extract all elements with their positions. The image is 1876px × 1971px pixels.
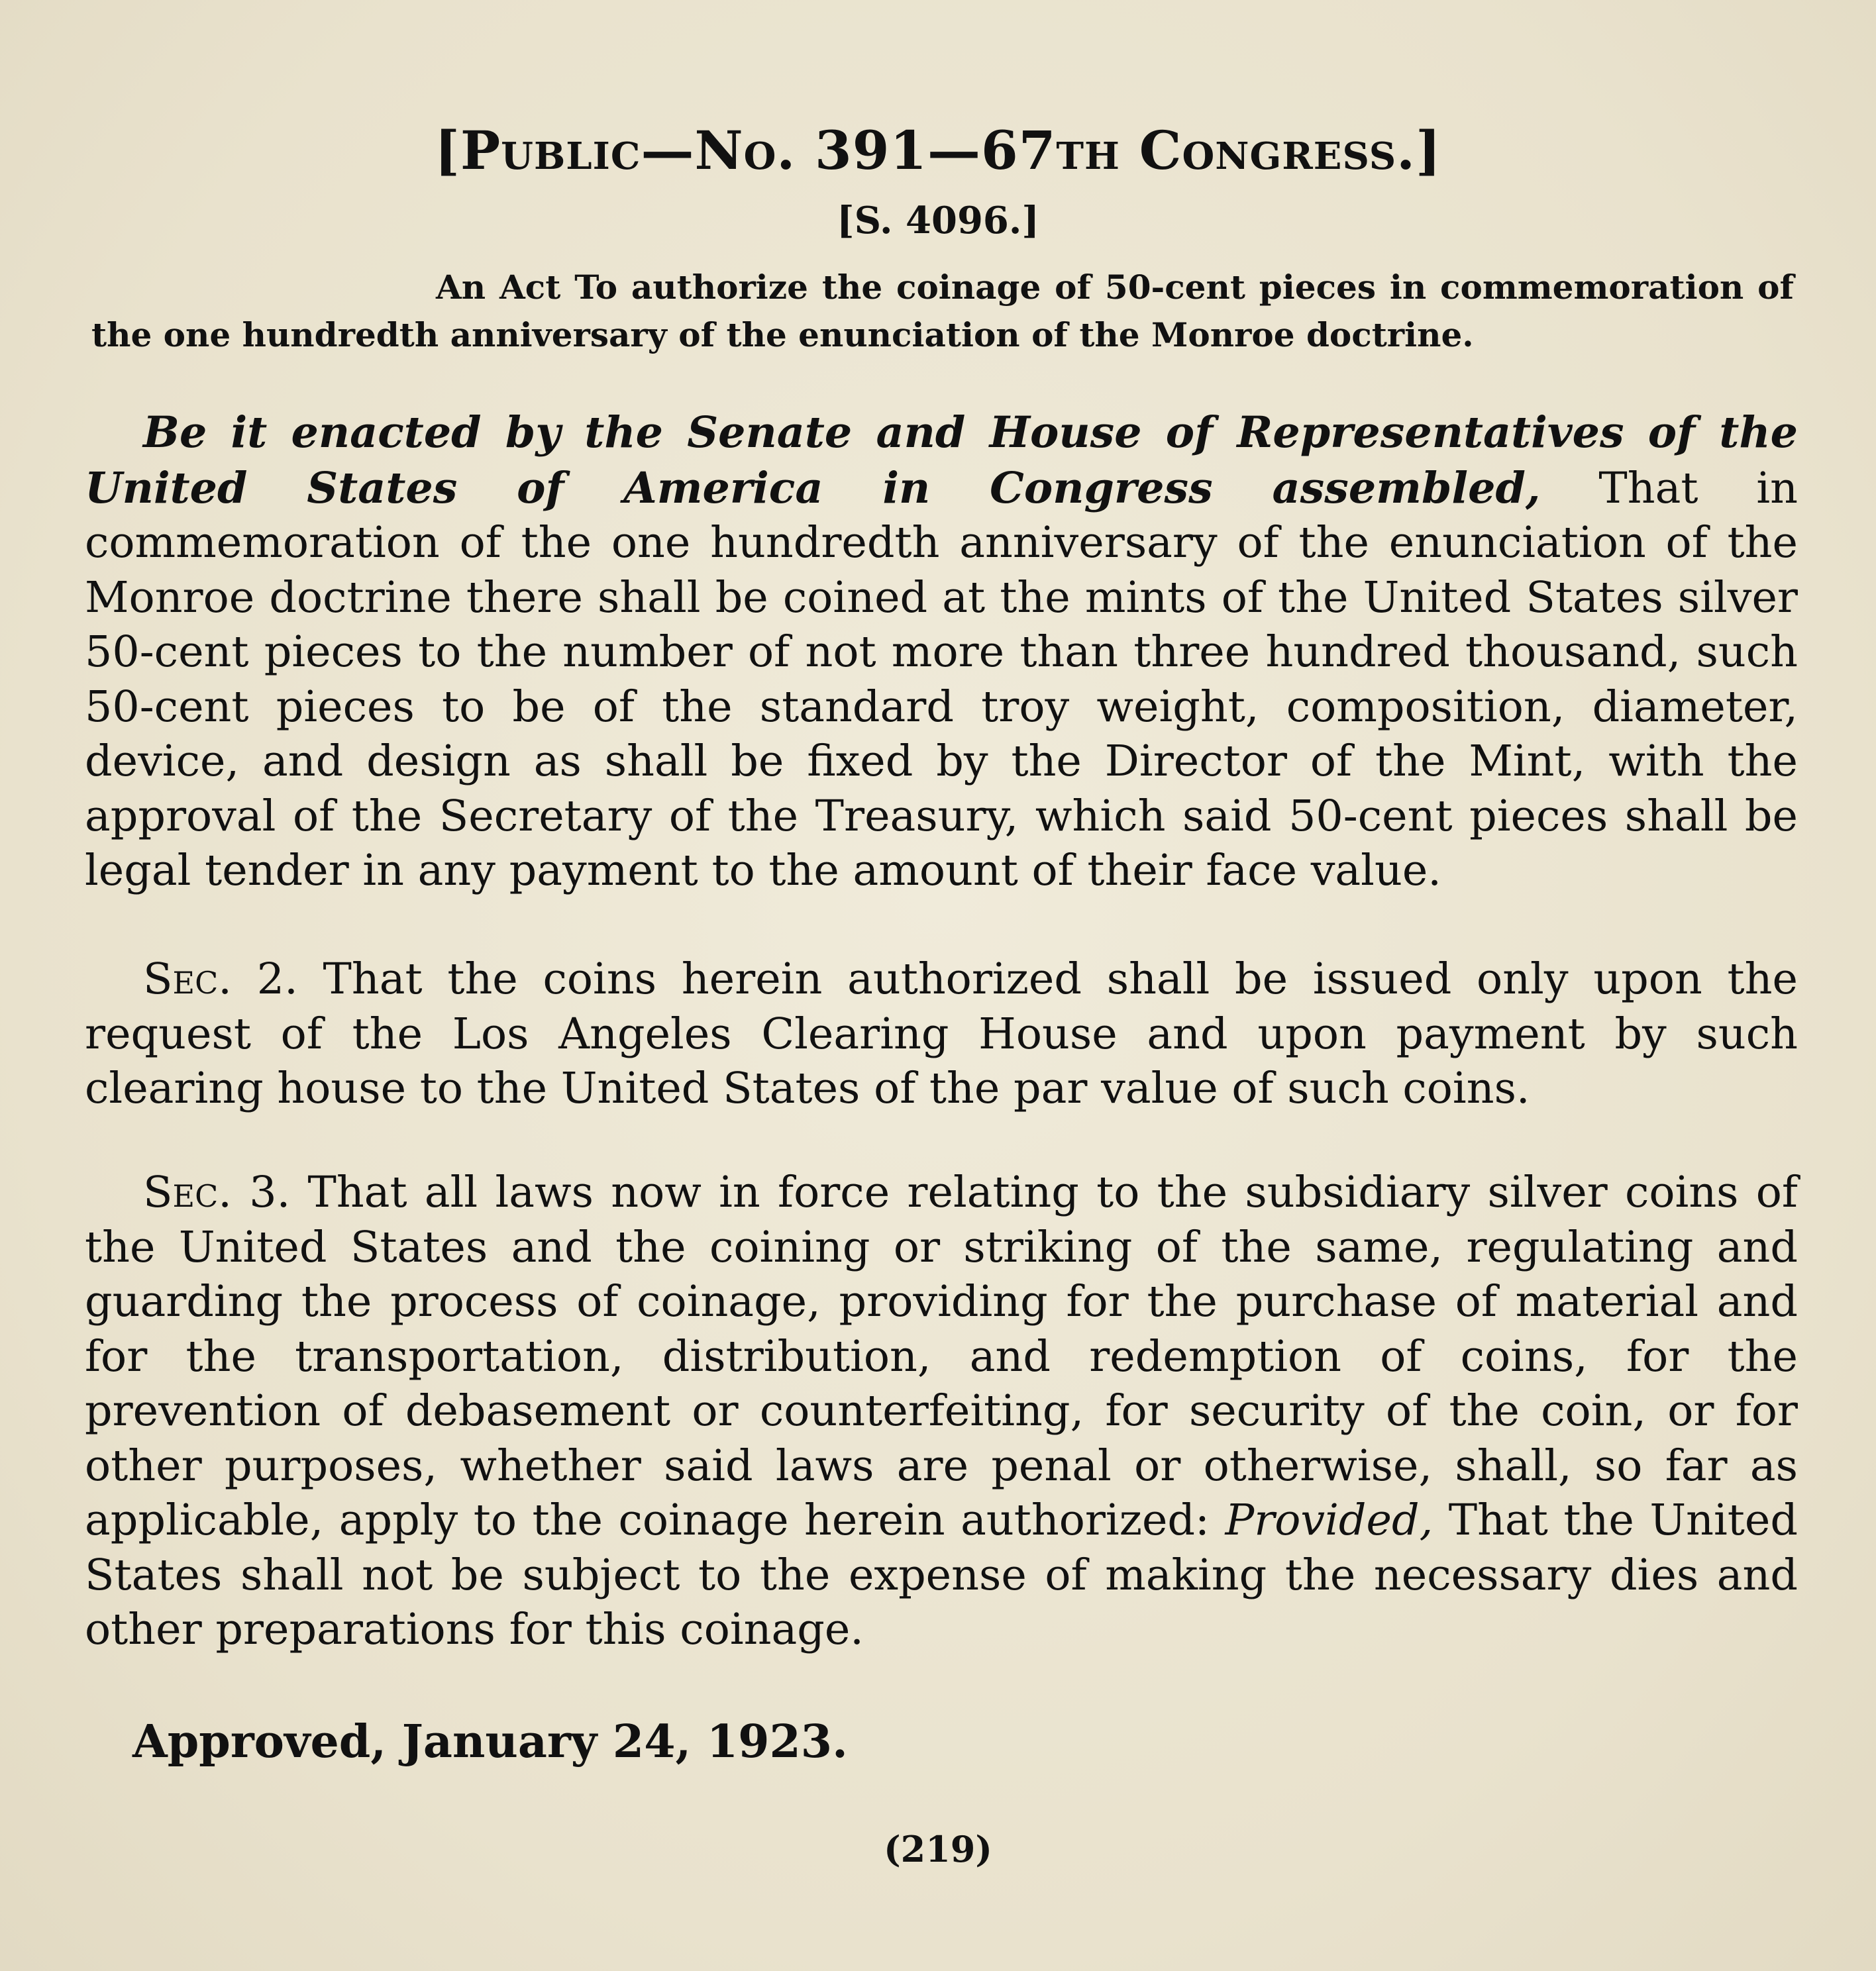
section-2-paragraph — [85, 952, 1798, 1117]
section-3-proviso-text: That the United States shall not be subject to the expense of making the necessary dies and other preparations for this coinage. — [85, 1495, 1798, 1654]
section-2-text: That the coins herein authorized shall be issued only upon the request of the Los Angeles Clearing House and upon payment by such clearing house to the United States of the par value of such coins. — [85, 954, 1798, 1113]
public-law-number: [Public—No. 391—67th Congress.] — [435, 119, 1441, 181]
page-number: (219) — [884, 1828, 992, 1870]
approval-date: Approved, January 24, 1923. — [132, 1715, 848, 1768]
section-3-paragraph — [85, 1166, 1798, 1658]
section-1-paragraph — [85, 405, 1798, 899]
enacting-clause: Be it enacted by the Senate and House of Representatives of the United States of America in Congress assembled, — [85, 407, 1798, 513]
section-3-text: That all laws now in force relating to the subsidiary silver coins of the United States and the coining or striking of the same, regulating and guarding the process of coinage, providing for the purchase of material and for the transportation, distribution, and redemption of coins, for the prevention of debasement or counterfeiting, for security of the coin, or for other purposes, whether said laws are penal or otherwise, shall, so far as applicable, apply to the coinage herein authorized: — [85, 1168, 1798, 1545]
section-3-label: Sec. 3. — [143, 1168, 291, 1217]
act-title: An Act To authorize the coinage of 50-cent pieces in commemoration of the one hundredth anniversary of the enunciation of the Monroe doctrine. — [91, 268, 1794, 354]
proviso-word: Provided, — [1225, 1495, 1433, 1545]
bill-number: [S. 4096.] — [837, 199, 1039, 242]
section-1-text: That in commemoration of the one hundredth anniversary of the enunciation of the Monroe doctrine there shall be coined at the mints of the United States silver 50-cent pieces to the number of not more than three hundred thousand, such 50-cent pieces to be of the standard troy weight, composition, diameter, device, and design as shall be fixed by the Director of the Mint, with the approval of the Secretary of the Treasury, which said 50-cent pieces shall be legal tender in any payment to the amount of their face value. — [85, 463, 1798, 895]
section-2-label: Sec. 2. — [143, 954, 298, 1004]
